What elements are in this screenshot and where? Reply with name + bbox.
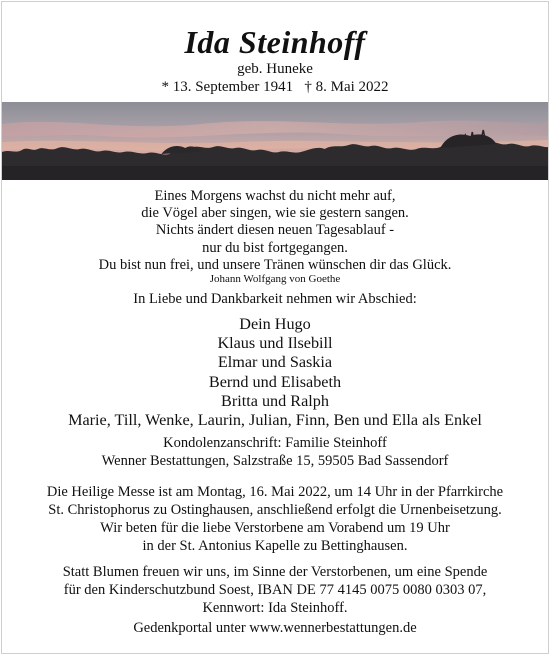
poem-line: nur du bist fortgegangen. xyxy=(202,239,348,256)
sunset-treeline-photo xyxy=(2,102,548,180)
family-member: Klaus und Ilsebill xyxy=(217,334,333,353)
farewell-line: In Liebe und Dankbarkeit nehmen wir Abschied: xyxy=(133,291,417,307)
family-member: Elmar und Saskia xyxy=(217,353,333,372)
obituary-notice xyxy=(1,1,549,654)
donation-line: Statt Blumen freuen wir uns, im Sinne der Verstorbenen, um eine Spende xyxy=(62,564,488,580)
prayer-line: in der St. Antonius Kapelle zu Bettinghausen. xyxy=(142,538,408,554)
prayer-info xyxy=(2,519,548,555)
donation-info xyxy=(2,563,548,617)
family-list xyxy=(2,315,548,430)
family-member: Dein Hugo xyxy=(239,315,311,333)
mass-line: St. Christophorus zu Ostinghausen, anschließend erfolgt die Urnenbeisetzung. xyxy=(48,502,502,518)
donation-line: Kennwort: Ida Steinhoff. xyxy=(202,600,348,616)
poem-line: Nichts ändert diesen neuen Tagesablauf - xyxy=(155,222,395,239)
poem-author: Johann Wolfgang von Goethe xyxy=(209,273,341,286)
deceased-name: Ida Steinhoff xyxy=(184,24,366,60)
poem xyxy=(2,188,548,285)
donation-line: für den Kinderschutzbund Soest, IBAN DE 77 4145 0075 0080 0303 07, xyxy=(63,582,487,598)
birth-name: geb. Huneke xyxy=(237,61,313,77)
prayer-line: Wir beten für die liebe Verstorbene am Vorabend um 19 Uhr xyxy=(100,520,450,536)
life-dates: * 13. September 1941 † 8. Mai 2022 xyxy=(161,79,389,95)
family-member: Britta und Ralph xyxy=(221,391,329,410)
memorial-portal: Gedenkportal unter www.wennerbestattungen.de xyxy=(133,620,417,636)
family-member: Marie, Till, Wenke, Laurin, Julian, Finn, Ben und Ella als Enkel xyxy=(68,411,482,430)
condolence-line: Kondolenzanschrift: Familie Steinhoff xyxy=(163,435,387,451)
mass-info xyxy=(2,483,548,519)
condolence-address xyxy=(2,434,548,470)
condolence-line: Wenner Bestattungen, Salzstraße 15, 59505 Bad Sassendorf xyxy=(101,453,449,469)
poem-line: die Vögel aber singen, wie sie gestern sangen. xyxy=(141,205,409,222)
mass-line: Die Heilige Messe ist am Montag, 16. Mai 2022, um 14 Uhr in der Pfarrkirche xyxy=(46,484,504,500)
family-member: Bernd und Elisabeth xyxy=(208,372,342,391)
poem-line: Eines Morgens wachst du nicht mehr auf, xyxy=(154,188,396,204)
sunset-photo-image xyxy=(2,102,548,180)
poem-line: Du bist nun frei, und unsere Tränen wünschen dir das Glück. xyxy=(98,256,452,273)
